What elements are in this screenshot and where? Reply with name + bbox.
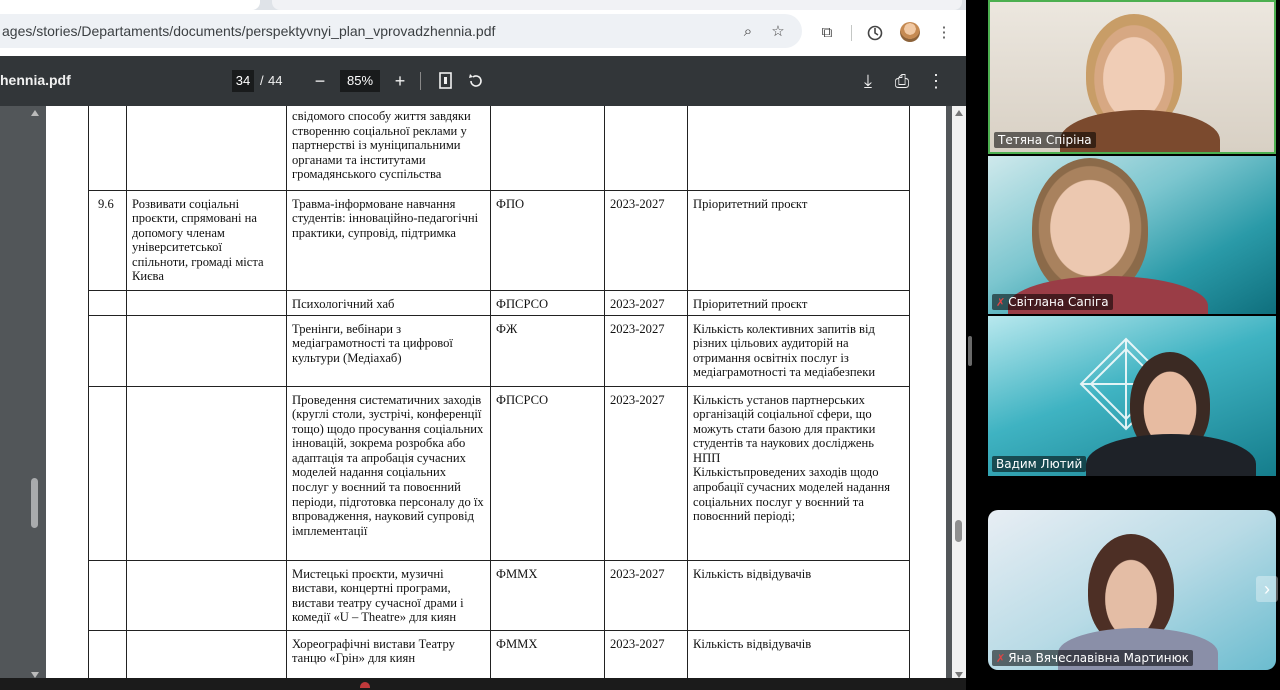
page-scroll-thumb[interactable] — [955, 520, 962, 542]
table-row — [89, 190, 910, 290]
participant-name: Вадим Лютий — [992, 456, 1086, 472]
participant-video-body — [1086, 434, 1256, 476]
table-row — [89, 290, 910, 315]
table-cell-unit: ФММХ — [491, 560, 605, 630]
table-cell-num — [89, 560, 127, 630]
zoom-out-button[interactable]: − — [314, 70, 326, 91]
sync-icon[interactable] — [866, 24, 884, 42]
table-cell-indicator: Кількість установ партнерських організацій соціальної сфери, що можуть стати базою для практики студентів та наукових досліджень НПП Кількістьпроведених заходів щодо апробації сучасних моделей надання соціальних послуг у воєнний та повоєнний періоді; — [688, 386, 910, 560]
scroll-thumb[interactable] — [31, 478, 38, 528]
zoom-icon[interactable]: ⌕ — [743, 22, 753, 40]
participant-name: Тетяна Спіріна — [994, 132, 1096, 148]
plan-table — [88, 106, 910, 678]
table-row — [89, 630, 910, 678]
extensions-icon[interactable]: ⧉ — [821, 23, 833, 41]
table-cell-unit — [491, 106, 605, 190]
pdf-file-title: hennia.pdf — [0, 72, 71, 88]
zoom-in-button[interactable]: + — [394, 70, 406, 91]
table-row — [89, 315, 910, 386]
table-cell-measure: свідомого способу життя завдяки створенню соціальної реклами у партнерстві із муніципальними органами та інститутами громадянського суспільства — [287, 106, 491, 190]
table-cell-unit: ФПСРСО — [491, 386, 605, 560]
table-cell-task — [127, 560, 287, 630]
participant-tile[interactable] — [988, 510, 1276, 670]
participant-tile[interactable] — [988, 156, 1276, 314]
table-cell-unit: ФПСРСО — [491, 290, 605, 315]
participant-name: ✗ Світлана Сапіга — [992, 294, 1113, 310]
table-cell-period: 2023-2027 — [605, 315, 688, 386]
page-number-input[interactable]: 34 — [232, 70, 254, 92]
fit-page-icon[interactable] — [438, 71, 454, 91]
table-cell-task — [127, 630, 287, 678]
table-cell-measure: Травма-інформоване навчання студентів: інноваційно-педагогічні практики, супровід, підтримка — [287, 190, 491, 290]
browser-chrome — [0, 0, 966, 56]
table-cell-task — [127, 290, 287, 315]
tab-strip — [0, 0, 966, 10]
mic-off-icon: ✗ — [996, 652, 1006, 665]
download-icon[interactable]: ⤓ — [864, 70, 872, 91]
chrome-menu-icon[interactable]: ⋮ — [936, 24, 952, 41]
bookmark-star-icon[interactable]: ☆ — [771, 23, 785, 40]
panel-resize-handle[interactable] — [968, 336, 972, 366]
table-cell-measure: Психологічний хаб — [287, 290, 491, 315]
table-cell-period: 2023-2027 — [605, 290, 688, 315]
table-cell-period: 2023-2027 — [605, 386, 688, 560]
more-actions-icon[interactable]: ⋮ — [927, 70, 945, 91]
table-cell-period: 2023-2027 — [605, 630, 688, 678]
browser-toolbar — [0, 10, 966, 56]
table-cell-indicator: Пріоритетний проєкт — [688, 190, 910, 290]
table-cell-period: 2023-2027 — [605, 190, 688, 290]
print-icon[interactable]: ⎙ — [894, 70, 910, 91]
participant-tile[interactable] — [988, 316, 1276, 476]
page-separator: / — [260, 73, 264, 88]
page-scroll-up-icon[interactable] — [955, 110, 963, 116]
mic-off-icon: ✗ — [996, 296, 1006, 309]
table-cell-task — [127, 106, 287, 190]
taskbar-strip — [0, 678, 966, 690]
table-row — [89, 560, 910, 630]
table-cell-period: 2023-2027 — [605, 560, 688, 630]
table-cell-num — [89, 386, 127, 560]
table-cell-measure: Проведення систематичних заходів (круглі столи, зустрічі, конференції тощо) щодо просування соціальних інновацій, зокрема розробка або адаптація та апробація сучасних моделей надання соціальних послуг у воєнний та повоєнний періоди, підготовка персоналу до їх впровадження, науковий супровід імплементації — [287, 386, 491, 560]
participant-tile[interactable] — [988, 0, 1276, 154]
table-cell-task — [127, 386, 287, 560]
scroll-up-icon[interactable] — [31, 110, 39, 116]
table-row — [89, 106, 910, 190]
table-cell-indicator — [688, 106, 910, 190]
table-cell-task: Розвивати соціальні проєкти, спрямовані на допомогу членам університетської спільноти, громаді міста Києва — [127, 190, 287, 290]
participant-name: ✗ Яна Вячеславівна Мартинюк — [992, 650, 1193, 666]
table-cell-unit: ФММХ — [491, 630, 605, 678]
taskbar-indicator — [360, 682, 370, 688]
table-cell-num — [89, 106, 127, 190]
table-cell-unit: ФПО — [491, 190, 605, 290]
table-cell-unit: ФЖ — [491, 315, 605, 386]
table-cell-num — [89, 315, 127, 386]
zoom-level-input[interactable]: 85% — [340, 70, 380, 92]
sidebar-scrollbar[interactable] — [28, 106, 42, 690]
table-cell-indicator: Кількість колективних запитів від різних цільових аудиторій на отримання освітніх послуг із медіаграмотності та медіабезпеки — [688, 315, 910, 386]
table-cell-measure: Хореографічні вистави Театру танцю «Грін» для киян — [287, 630, 491, 678]
table-cell-num — [89, 290, 127, 315]
next-participants-button[interactable]: › — [1256, 576, 1278, 602]
table-cell-num — [89, 630, 127, 678]
profile-avatar[interactable] — [900, 22, 920, 42]
table-cell-indicator: Пріоритетний проєкт — [688, 290, 910, 315]
tab-strip-edge — [272, 0, 962, 10]
table-cell-task — [127, 315, 287, 386]
chrome-divider — [851, 25, 853, 41]
toolbar-divider — [420, 72, 421, 90]
table-row — [89, 386, 910, 560]
table-cell-measure: Тренінги, вебінари з медіаграмотності та цифрової культури (Медіахаб) — [287, 315, 491, 386]
pdf-toolbar — [0, 56, 966, 106]
table-cell-indicator: Кількість відвідувачів — [688, 560, 910, 630]
url-text[interactable]: ages/stories/Departaments/documents/perspektyvnyi_plan_vprovadzhennia.pdf — [2, 23, 496, 39]
page-scrollbar[interactable] — [952, 106, 966, 690]
table-cell-indicator: Кількість відвідувачів — [688, 630, 910, 678]
pdf-page — [46, 106, 946, 678]
rotate-icon[interactable] — [466, 71, 486, 91]
table-cell-period — [605, 106, 688, 190]
page-total: 44 — [268, 73, 283, 88]
active-tab-edge[interactable] — [0, 0, 260, 10]
address-bar[interactable] — [0, 14, 802, 48]
table-cell-num: 9.6 — [89, 190, 127, 290]
table-cell-measure: Мистецькі проєкти, музичні вистави, концертні програми, вистави театру сучасної драми і комедії «U – Theatre» для киян — [287, 560, 491, 630]
